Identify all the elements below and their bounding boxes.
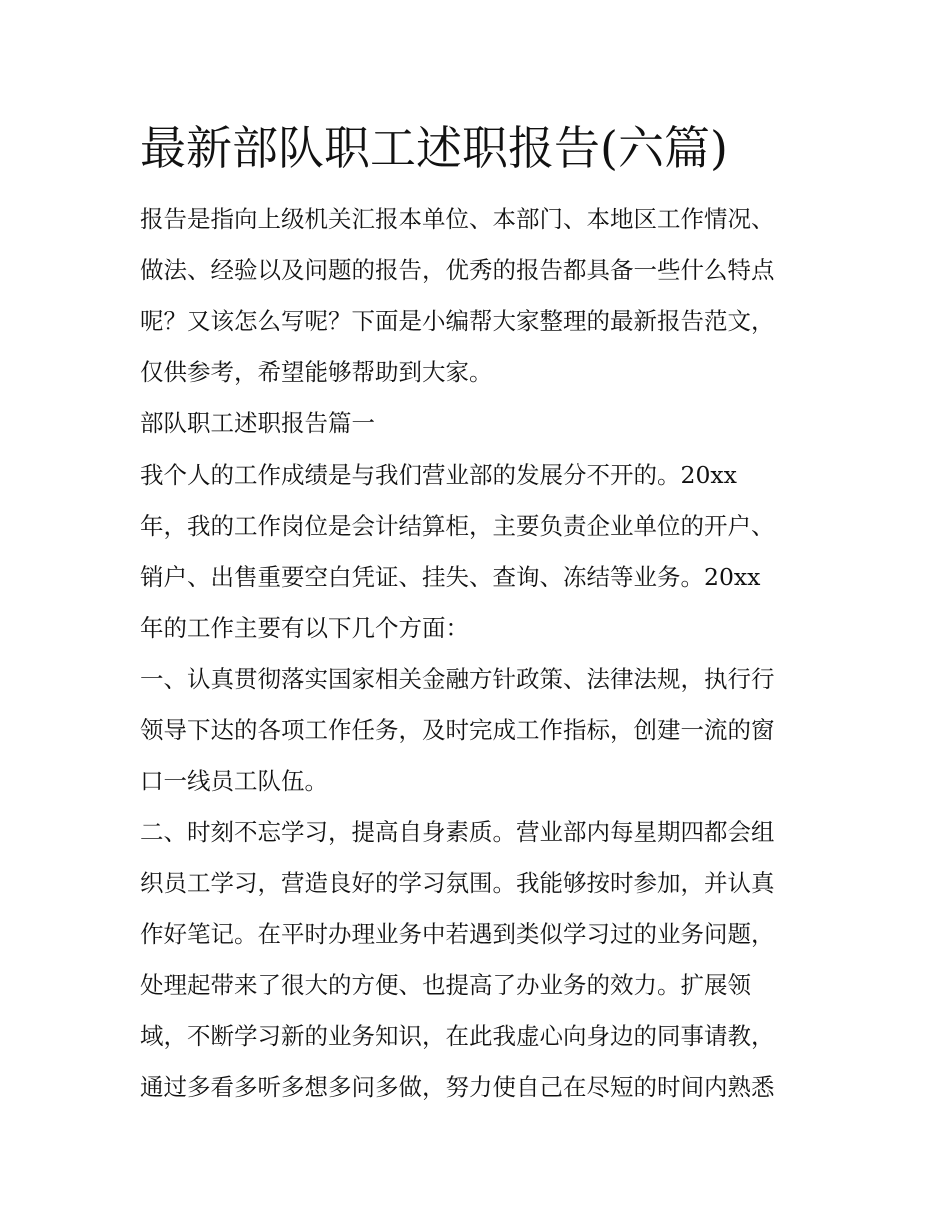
paragraph-line: 做法、经验以及问题的报告，优秀的报告都具备一些什么特点 <box>140 256 775 284</box>
paragraph-line: 报告是指向上级机关汇报本单位、本部门、本地区工作情况、 <box>140 205 775 233</box>
paragraph-line: 口一线员工队伍。 <box>140 767 328 795</box>
paragraph-line: 销户、出售重要空白凭证、挂失、查询、冻结等业务。20xx <box>140 563 761 591</box>
paragraph-line: 作好笔记。在平时办理业务中若遇到类似学习过的业务问题， <box>140 920 775 948</box>
paragraph-line: 织员工学习，营造良好的学习氛围。我能够按时参加，并认真 <box>140 869 775 897</box>
paragraph-line: 呢？又该怎么写呢？下面是小编帮大家整理的最新报告范文， <box>140 307 775 335</box>
paragraph-line: 领导下达的各项工作任务，及时完成工作指标，创建一流的窗 <box>140 716 775 744</box>
paragraph-line: 处理起带来了很大的方便、也提高了办业务的效力。扩展领 <box>140 971 751 999</box>
paragraph-line: 二、时刻不忘学习，提高自身素质。营业部内每星期四都会组 <box>140 818 775 846</box>
paragraph-line: 年，我的工作岗位是会计结算柜，主要负责企业单位的开户、 <box>140 512 775 540</box>
paragraph-line: 我个人的工作成绩是与我们营业部的发展分不开的。20xx <box>140 461 737 489</box>
section-heading: 部队职工述职报告篇一 <box>140 409 375 437</box>
paragraph-line: 年的工作主要有以下几个方面： <box>140 614 469 642</box>
paragraph-line: 仅供参考，希望能够帮助到大家。 <box>140 358 493 386</box>
paragraph-line: 域，不断学习新的业务知识，在此我虚心向身边的同事请教， <box>140 1022 775 1050</box>
document-title: 最新部队职工述职报告(六篇) <box>140 121 728 175</box>
paragraph-line: 一、认真贯彻落实国家相关金融方针政策、法律法规，执行行 <box>140 665 775 693</box>
paragraph-line: 通过多看多听多想多问多做，努力使自己在尽短的时间内熟悉 <box>140 1073 775 1101</box>
